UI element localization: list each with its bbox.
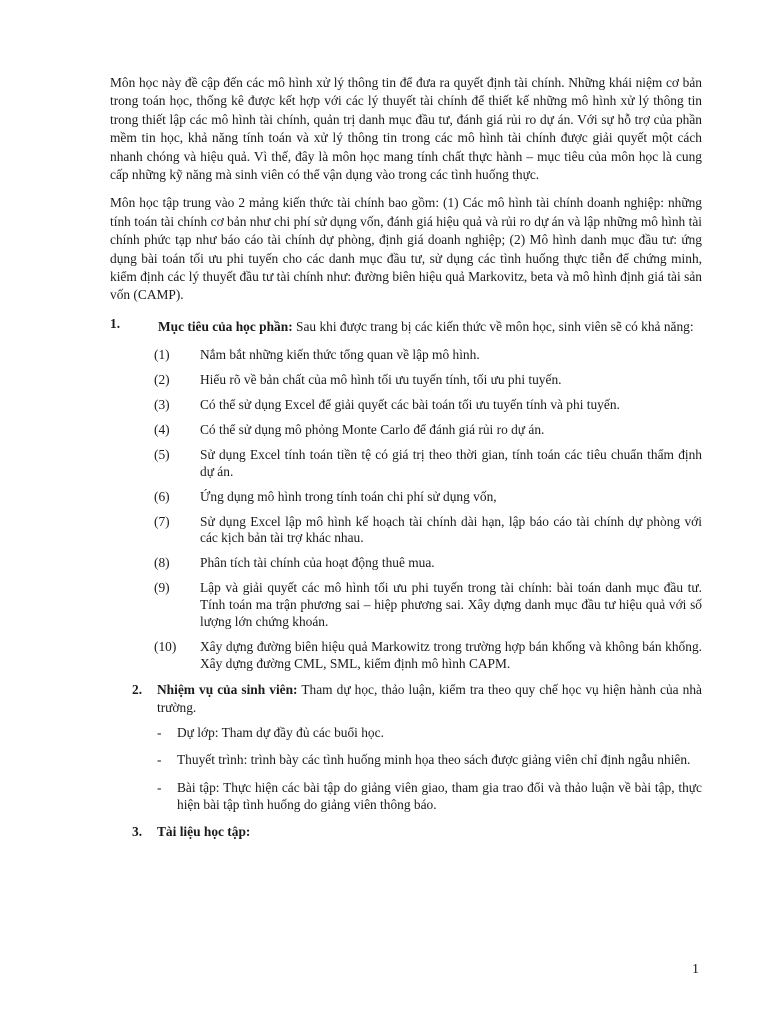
list-item — [110, 580, 702, 630]
item-text: Có thể sử dụng Excel để giải quyết các bài toán tối ưu tuyến tính và phi tuyến. — [200, 396, 620, 412]
section-text: Sau khi được trang bị các kiến thức về môn học, sinh viên sẽ có khả năng: — [292, 318, 694, 334]
list-item — [110, 751, 702, 768]
intro-paragraph-1: Môn học này đề cập đến các mô hình xử lý thông tin để đưa ra quyết định tài chính. Những khái niệm cơ bản trong toán học, thống kê được kết hợp với các lý thuyết tài chính để thiết kế những mô hình xử lý thông tin trong thiết lập các mô hình tài chính, quản trị danh mục đầu tư, đánh giá rủi ro dự án. Với sự hỗ trợ của phần mềm tin học, khả năng tính toán và xử lý thông tin trong các mô hình tài chính được giải quyết một cách nhanh chóng và hiệu quả. Vì thế, đây là môn học mang tính chất thực hành – mục tiêu của môn học là cung cấp những kỹ năng mà sinh viên có thể vận dụng vào trong các tình huống thực. — [110, 75, 702, 183]
section-number: 3. — [132, 824, 143, 840]
list-item — [110, 372, 702, 389]
item-text: Xây dựng đường biên hiệu quả Markowitz trong trường hợp bán khống và không bán khống. Xây dựng đường CML, SML, kiểm định mô hình CAPM. — [200, 638, 702, 671]
item-number: (4) — [154, 421, 170, 437]
list-item — [110, 779, 702, 813]
objectives-list — [110, 347, 702, 673]
item-number: (3) — [154, 396, 170, 412]
list-item — [110, 447, 702, 481]
item-text: Hiểu rõ về bản chất của mô hình tối ưu tuyến tính, tối ưu phi tuyến. — [200, 371, 562, 387]
section-student-duties — [110, 681, 702, 813]
document-body — [110, 74, 702, 842]
list-item — [110, 489, 702, 506]
section-text: Tham dự học, thảo luận, kiểm tra theo quy chế học vụ hiện hành của nhà trường. — [157, 681, 702, 716]
item-number: (1) — [154, 346, 170, 362]
page-number: 1 — [692, 962, 699, 977]
list-item — [110, 397, 702, 414]
section-duties-intro — [110, 681, 702, 718]
section-title: Tài liệu học tập: — [157, 824, 251, 840]
section-title: Nhiệm vụ của sinh viên: — [157, 681, 298, 697]
list-item — [110, 555, 702, 572]
item-text: Sử dụng Excel lập mô hình kế hoạch tài chính dài hạn, lập báo cáo tài chính dự phòng với các kịch bản tài trợ khác nhau. — [200, 513, 702, 546]
dash-marker: - — [157, 724, 162, 740]
item-text: Bài tập: Thực hiện các bài tập do giảng viên giao, tham gia trao đổi và thảo luận về bài tập, thực hiện bài tập tình huống do giảng viên thông báo. — [177, 779, 702, 812]
item-number: (8) — [154, 555, 170, 571]
item-number: (2) — [154, 371, 170, 387]
dash-marker: - — [157, 752, 162, 768]
list-item — [110, 639, 702, 673]
item-text: Phân tích tài chính của hoạt động thuê mua. — [200, 555, 435, 571]
list-item — [110, 514, 702, 548]
item-text: Lập và giải quyết các mô hình tối ưu phi tuyến trong tài chính: bài toán danh mục đầu tư. Tính toán ma trận phương sai – hiệp phương sai. Xây dựng danh mục đầu tư hiệu quả với số lượng lớn chứng khoán. — [200, 580, 702, 629]
section-materials — [110, 823, 702, 841]
item-text: Dự lớp: Tham dự đầy đủ các buổi học. — [177, 724, 384, 740]
list-item — [110, 422, 702, 439]
item-number: (10) — [154, 638, 177, 654]
item-number: (5) — [154, 446, 170, 462]
duties-list — [110, 724, 702, 813]
dash-marker: - — [157, 779, 162, 795]
item-number: (7) — [154, 513, 170, 529]
item-text: Nắm bắt những kiến thức tổng quan về lập mô hình. — [200, 346, 480, 362]
section-number: 2. — [132, 681, 143, 697]
item-number: (9) — [154, 580, 170, 596]
item-text: Thuyết trình: trình bày các tình huống minh họa theo sách được giảng viên chỉ định ngẫu nhiên. — [177, 752, 691, 768]
section-objectives-intro — [110, 315, 702, 339]
item-text: Ứng dụng mô hình trong tính toán chi phí sử dụng vốn, — [200, 488, 497, 504]
section-number: 1. — [110, 315, 121, 331]
list-item — [110, 347, 702, 364]
item-number: (6) — [154, 488, 170, 504]
section-objectives — [110, 315, 702, 673]
item-text: Có thể sử dụng mô phỏng Monte Carlo để đánh giá rủi ro dự án. — [200, 421, 545, 437]
intro-paragraph-2: Môn học tập trung vào 2 mảng kiến thức tài chính bao gồm: (1) Các mô hình tài chính doanh nghiệp: những tính toán tài chính cơ bản như chi phí sử dụng vốn, đánh giá hiệu quả và rủi ro dự án và lập những mô hình tài chính phức tạp như báo cáo tài chính dự phòng, định giá doanh nghiệp; (2) Mô hình danh mục đầu tư: ứng dụng bài toán tối ưu phi tuyến cho các danh mục đầu tư, sử dụng các tình huống thực tiễn để chứng minh, kiểm định các lý thuyết đầu tư tài chính như: đường biên hiệu quả Markovitz, beta và mô hình định giá tài sản vốn (CAMP). — [110, 195, 702, 303]
section-title: Mục tiêu của học phần: — [158, 318, 293, 334]
item-text: Sử dụng Excel tính toán tiền tệ có giá trị theo thời gian, tính toán các tiêu chuẩn thẩm định dự án. — [200, 446, 702, 479]
list-item — [110, 724, 702, 741]
